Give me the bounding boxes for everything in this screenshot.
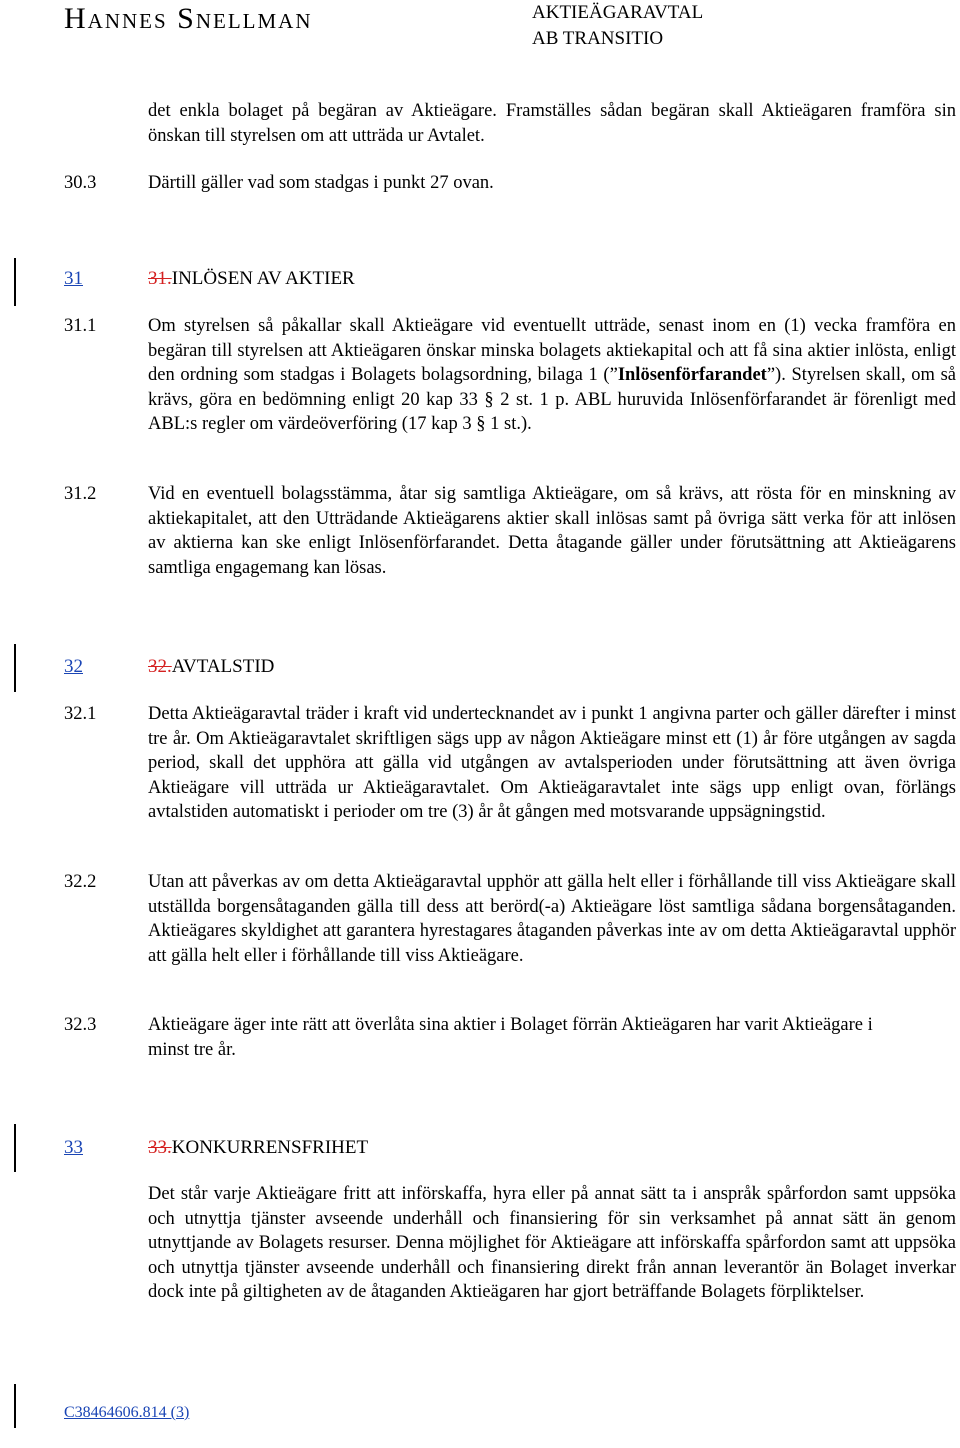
clause-number: 31.1 [64,316,97,336]
clause-text-part: ”). Styrelsen skall, om så krävs, göra en bedömning enligt 20 kap 33 § 2 st. 1 p. ABL huruvida Inlösenförfarandet är förenligt med ABL:s regler om värdeöverföring (17 kap 3 § 1 st.). [148,365,957,435]
clause-text: Utan att påverkas av om detta Aktieägaravtal upphör att gälla helt eller i förhållande till viss Aktieägare skall utställda borgensåtaganden gälla till dess att berörd(-a) Aktieägare löst samtliga sådana borgensåtaganden. Aktieägares skyldighet att garantera hyrestagares åtaganden påverkas inte av om detta Aktieägaravtal upphör att gälla helt eller i förhållande till viss Aktieägare. [148,872,956,966]
new-section-number: 31 [64,268,83,289]
deleted-section-number: 32. [148,656,172,677]
company-logo: Hannes Snellman [64,2,313,35]
clause-text: Aktieägare äger inte rätt att överlåta sina aktier i Bolaget förrän Aktieägaren har varit Aktieägare i minst tre år. [148,1015,873,1060]
continuation-paragraph: det enkla bolaget på begäran av Aktieägare. Framställes sådan begäran skall Aktieägaren framföra sin önskan till styrelsen om att utträda ur Avtalet. [148,101,956,146]
section-paragraph: Det står varje Aktieägare fritt att införskaffa, hyra eller på annat sätt ta i anspråk spårfordon samt uppsöka och utnyttja tjänster avseende underhåll och finansiering för sin verksamhet på annat sätt än genom utnyttjande av Bolagets resurser. Denna möjlighet för Aktieägare att införskaffa spårfordon samt att uppsöka och utnyttja tjänster avseende underhåll och finansiering direkt från annan leverantör än Bolaget inverkar dock inte på giltigheten av de åtaganden Aktieägaren har gjort beträffande Bolagets förpliktelser. [148,1184,956,1303]
change-bar [14,1384,16,1428]
document-reference: C38464606.814 (3) [64,1404,190,1421]
deleted-section-number: 33. [148,1137,172,1158]
clause-text: Vid en eventuell bolagsstämma, åtar sig samtliga Aktieägare, om så krävs, att rösta för en minskning av aktiekapitalet, att den Utträdande Aktieägarens aktier skall inlösas samt på övriga sätt verka för att inlösen av aktierna kan ske enligt Inlösenförfarandet. Detta åtagande gäller under förutsättning att Aktieägarens samtliga engagemang kan lösas. [148,484,956,578]
new-section-number: 32 [64,656,83,677]
section-title-31 [148,268,355,290]
deleted-section-number: 31. [148,268,172,289]
section-heading-33 [64,1137,83,1159]
clause-text [148,314,956,437]
defined-term: Inlösenförfarandet [617,365,767,386]
section-title-32 [148,656,274,678]
new-section-number: 33 [64,1137,83,1158]
section-heading-31 [64,268,83,290]
clause-number: 32.3 [64,1015,97,1035]
section-heading-32 [64,656,83,678]
change-bar [14,258,16,306]
clause-number: 30.3 [64,173,97,193]
clause-text: Därtill gäller vad som stadgas i punkt 27 ovan. [148,173,494,193]
document-title: AKTIEÄGARAVTAL [532,2,704,23]
clause-text: Detta Aktieägaravtal träder i kraft vid undertecknandet av i punkt 1 angivna parter och gäller därefter i minst tre år. Om Aktieägaravtalet skriftligen sägs upp av någon Aktieägare minst ett (1) år före utgången av sagda period, skall det upphöra att gälla vid utgången av avtalsperioden under förutsättning att även övriga Aktieägare vill utträda ur Aktieägaravtalet. Om Aktieägaravtalet inte sägs upp enligt ovan, förlängs avtalstiden automatiskt i perioder om tre (3) år åt gången med motsvarande uppsägningstid. [148,704,956,823]
section-title: KONKURRENSFRIHET [171,1137,369,1158]
company-name: AB TRANSITIO [532,28,664,49]
section-title-33 [148,1137,368,1159]
change-bar [14,644,16,692]
clause-number: 32.1 [64,704,97,724]
section-title: AVTALSTID [171,656,275,677]
clause-text-part: Om styrelsen så påkallar skall Aktieägare vid eventuellt utträde, senast inom en (1) vecka framföra en begäran till styrelsen att Aktieägaren önskar minska bolagets aktiekapital och att få sina aktier inlösta, enligt den ordning som stadgas i Bolagets bolagsordning, bilaga 1 (” [148,316,956,386]
clause-number: 32.2 [64,872,97,892]
clause-number: 31.2 [64,484,97,504]
change-bar [14,1124,16,1172]
section-title: INLÖSEN AV AKTIER [171,268,355,289]
